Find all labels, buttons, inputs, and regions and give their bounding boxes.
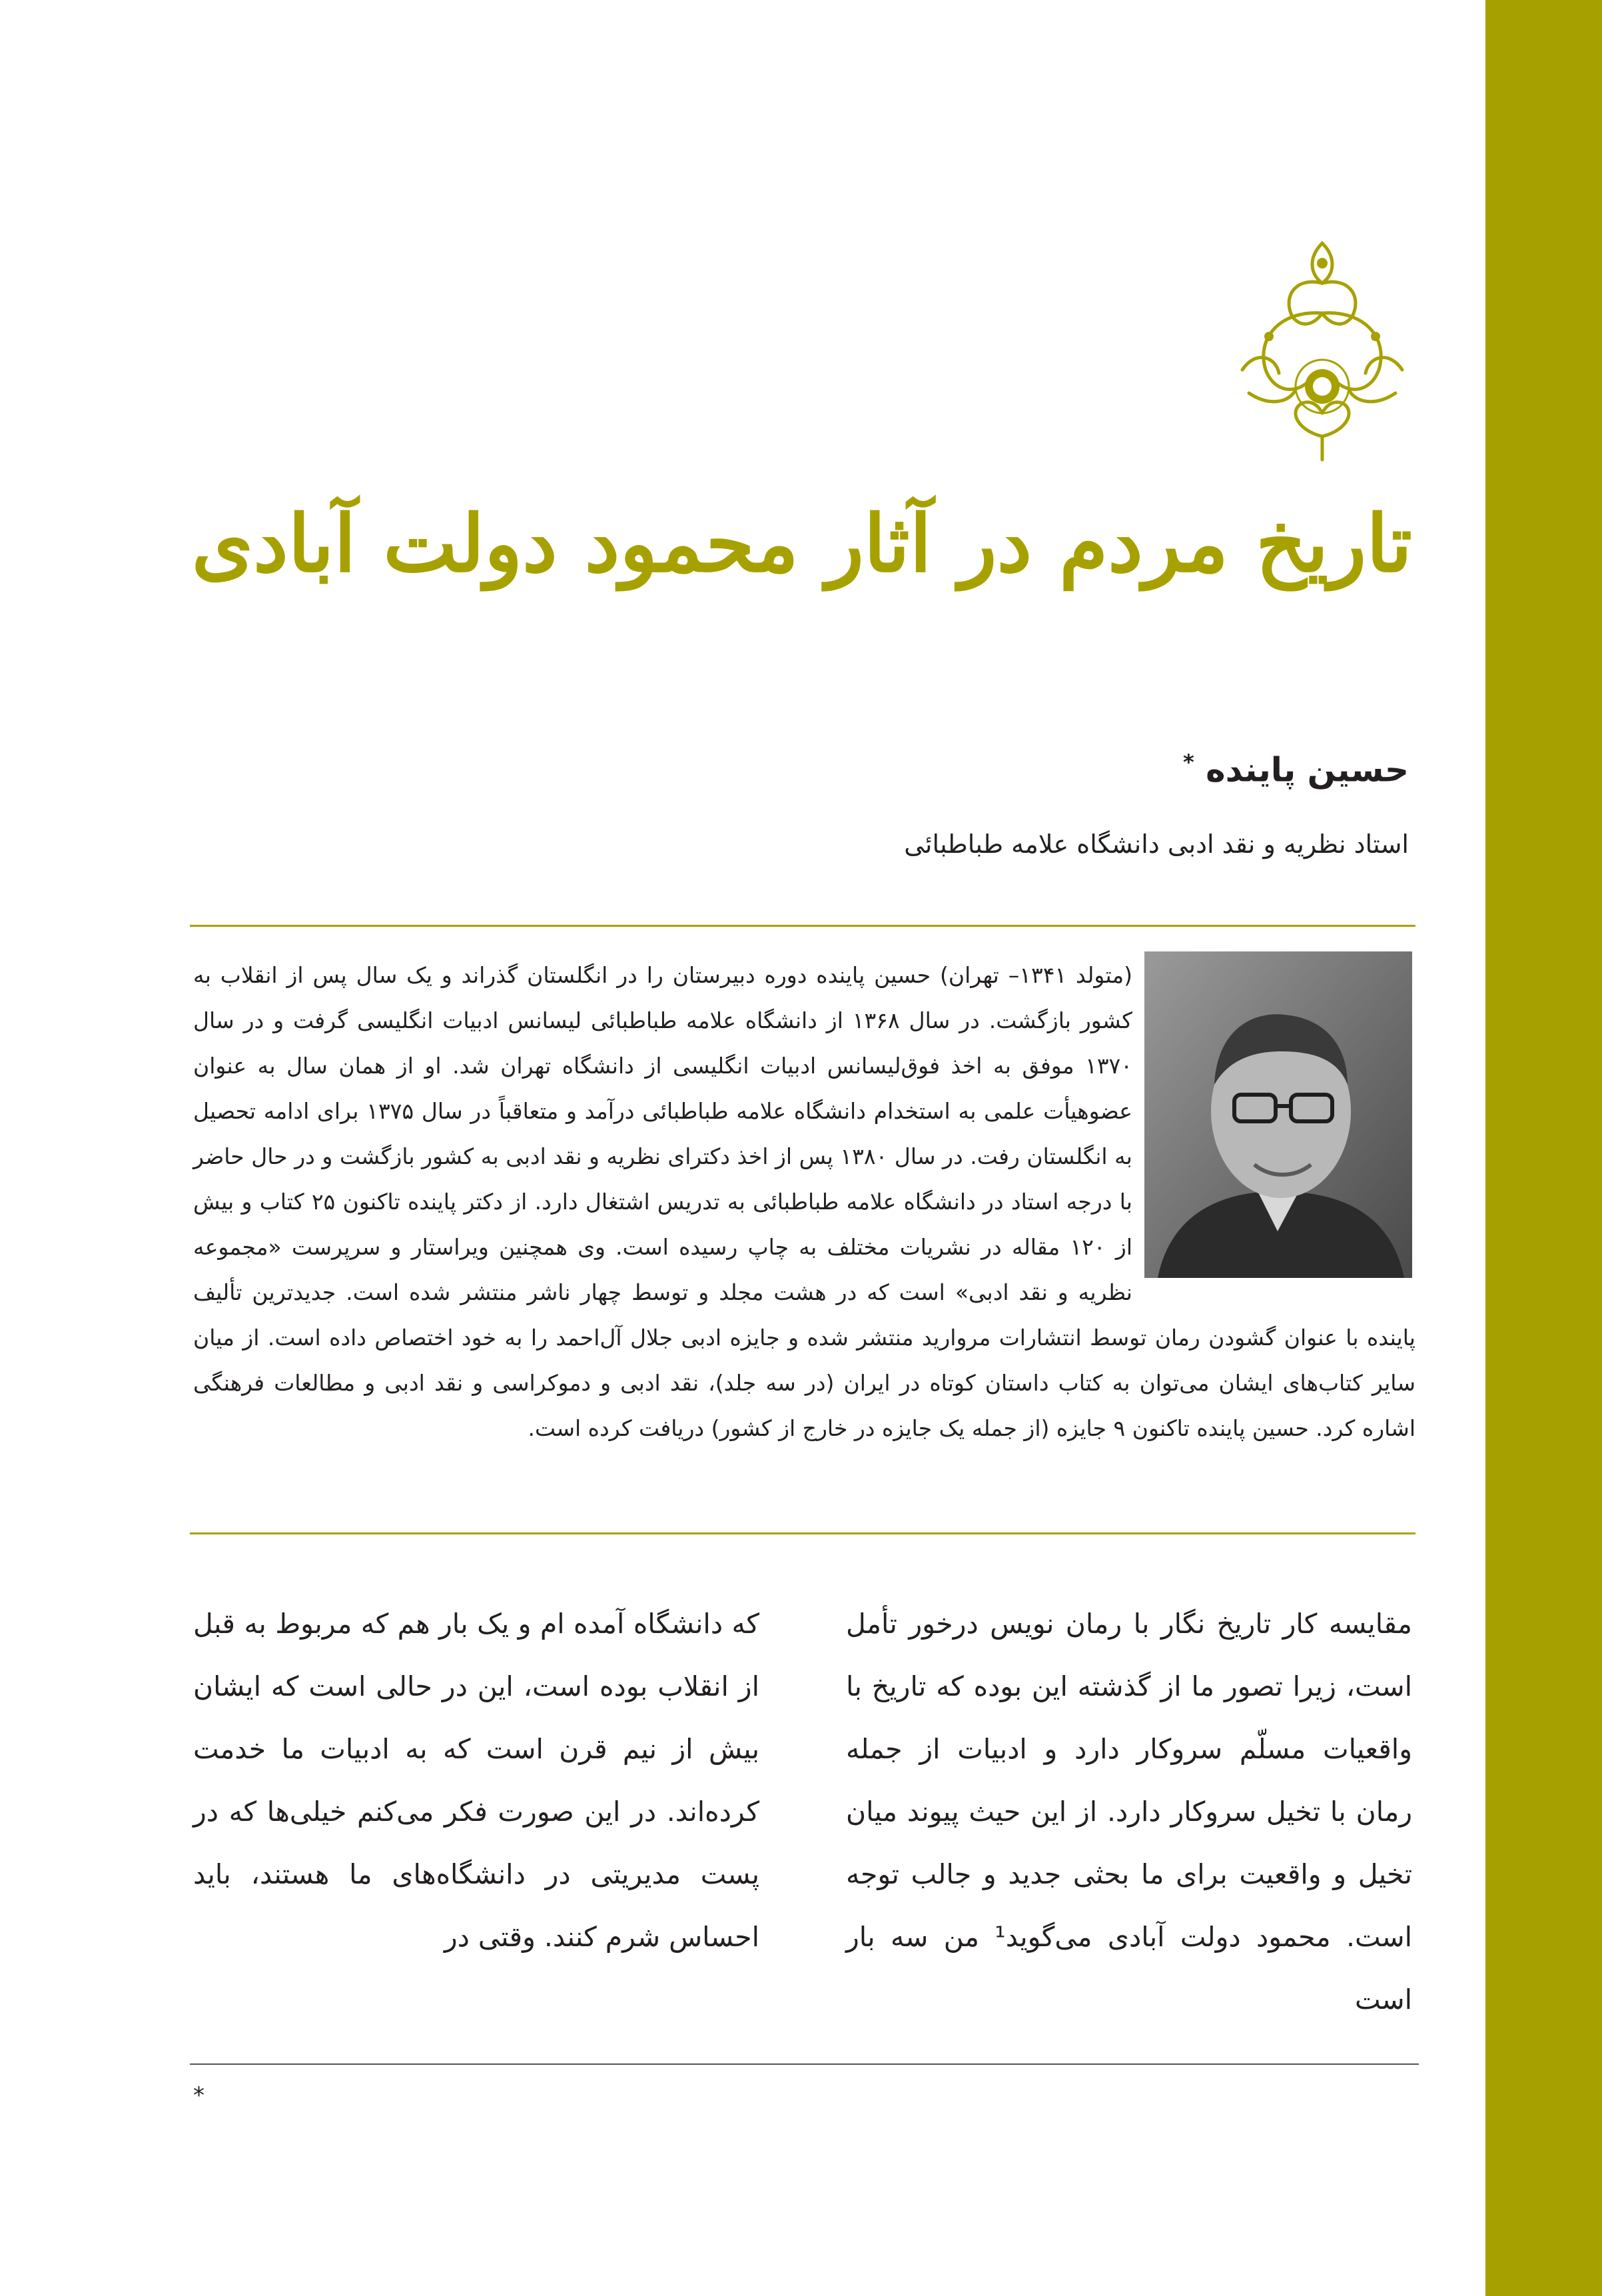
author-affiliation: استاد نظریه و نقد ادبی دانشگاه علامه طباطبائی [904, 830, 1409, 859]
author-biography [193, 953, 1415, 1451]
photo-float-spacer [1132, 953, 1415, 1289]
author-name-text: حسین پاینده [1206, 750, 1409, 790]
floral-ornament-icon [1229, 237, 1415, 463]
author-name [1183, 750, 1409, 790]
body-column-right: مقایسه کار تاریخ نگار با رمان نویس درخور تأمل است، زیرا تصور ما از گذشته این بوده که تاریخ با واقعیات مسلّم سروکار دارد و ادبیات از جمله رمان با تخیل سروکار دارد. از این حیث پیوند میان تخیل و واقعیت برای ما بحثی جدید و جالب توجه است. محمود دولت آبادی می‌گوید¹ من سه بار است [846, 1608, 1412, 2015]
footnote-divider [190, 2063, 1419, 2065]
bio-top-divider [190, 925, 1415, 927]
author-biography-text: (متولد ۱۳۴۱– تهران) حسین پاینده دوره دبیرستان را در انگلستان گذراند و یک سال پس از انقلاب به کشور بازگشت. در سال ۱۳۶۸ از دانشگاه علامه طباطبائی لیسانس ادبیات انگلیسی گرفت و در سال ۱۳۷۰ موفق به اخذ فوق‌لیسانس ادبیات انگلیسی از دانشگاه تهران شد. او از همان سال به عنوان عضوهیأت علمی به استخدام دانشگاه علامه طباطبائی درآمد و متعاقباً در سال ۱۳۷۵ برای ادامه تحصیل به انگلستان رفت. در سال ۱۳۸۰ پس از اخذ دکترای نظریه و نقد ادبی به کشور بازگشت و در حال حاضر با درجه استاد در دانشگاه علامه طباطبائی به تدریس اشتغال دارد. از دکتر پاینده تاکنون ۲۵ کتاب و بیش از ۱۲۰ مقاله در نشریات مختلف به چاپ رسیده است. وی همچنین ویراستار و سرپرست «مجموعه نظریه و نقد ادبی» است که در هشت مجلد و توسط چهار ناشر منتشر شده است. جدیدترین تألیف پاینده با عنوان گشودن رمان توسط انتشارات مروارید منتشر شده و جایزه ادبی جلال آل‌احمد را به خود اختصاص داده است. از میان سایر کتاب‌های ایشان می‌توان به کتاب داستان کوتاه در ایران (در سه جلد)، نقد ادبی و دموکراسی و نقد ادبی و مطالعات فرهنگی اشاره کرد. حسین پاینده تاکنون ۹ جایزه (از جمله یک جایزه در خارج از کشور) دریافت کرده است. [193, 962, 1415, 1441]
author-footnote-mark: * [1182, 750, 1194, 775]
side-color-band [1485, 0, 1602, 2296]
bio-bottom-divider [190, 1532, 1415, 1534]
footnote-mark: * [193, 2082, 204, 2109]
body-column-left: که دانشگاه آمده ام و یک بار هم که مربوط به قبل از انقلاب بوده است، این در حالی است که ایشان بیش از نیم قرن است که به ادبیات ما خدمت کرده‌اند. در این صورت فکر می‌کنم خیلی‌ها که در پست مدیریتی در دانشگاه‌های ما هستند، باید احساس شرم کنند. وقتی در [193, 1608, 759, 1953]
article-title: تاریخ مردم در آثار محمود دولت آبادی [191, 497, 1412, 590]
